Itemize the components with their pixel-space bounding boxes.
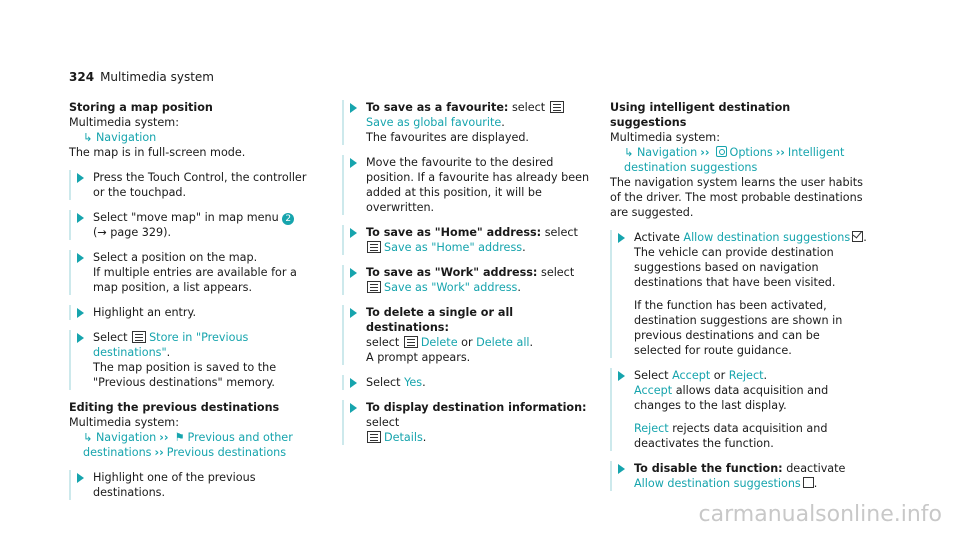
menu-icon [404, 336, 418, 348]
settings-icon [716, 146, 727, 157]
step-item [69, 330, 319, 390]
option-reject[interactable]: Reject [634, 422, 669, 435]
step-item [342, 100, 592, 145]
option-allow-suggestions[interactable]: Allow destination suggestions [683, 231, 851, 244]
step-arrow-icon [77, 308, 84, 318]
menu-icon [550, 101, 564, 113]
step-arrow-icon [350, 268, 357, 278]
step-item [69, 170, 319, 200]
column-2 [342, 100, 592, 455]
step-text: Highlight one of the previous destinations. [93, 471, 256, 499]
menu-option-delete[interactable]: Delete [420, 336, 458, 349]
menu-option-save-home[interactable]: Save as "Home" address [384, 241, 523, 254]
step-text: select [540, 266, 575, 279]
menu-icon [367, 281, 381, 293]
step-arrow-icon [350, 378, 357, 388]
step-arrow-icon [618, 371, 625, 381]
step-text: rejects data acquisition and deactivates the function. [634, 422, 828, 450]
step-item [610, 230, 868, 358]
step-item [610, 368, 868, 451]
step-bold: To display destination information: [366, 401, 587, 414]
step-arrow-icon [350, 228, 357, 238]
step-item [69, 250, 319, 295]
step-item [342, 155, 592, 215]
step-arrow-icon [77, 473, 84, 483]
section-heading-editing: Editing the previous destinations [69, 401, 280, 414]
nav-link-previous-destinations[interactable]: Previous destinations [166, 446, 287, 459]
step-arrow-icon [618, 464, 625, 474]
step-arrow-icon [350, 158, 357, 168]
step-text: select [366, 336, 400, 349]
step-text: Select [366, 376, 401, 389]
column-1 [69, 100, 319, 510]
menu-option-save-favourite[interactable]: Save as global favourite [366, 116, 502, 129]
step-arrow-icon [77, 213, 84, 223]
step-arrow-icon [350, 403, 357, 413]
checkbox-unchecked-icon[interactable] [803, 477, 814, 488]
step-bold: To delete a single or all destinations: [366, 306, 514, 334]
step-arrow-icon [618, 233, 625, 243]
column-3 [610, 100, 868, 501]
step-bold: To save as a favourite: [366, 101, 509, 114]
menu-icon [132, 331, 146, 343]
step-arrow-icon [350, 308, 357, 318]
step-item [69, 470, 319, 500]
punctuation: . [763, 369, 768, 382]
step-text: select [511, 101, 546, 114]
menu-icon [367, 431, 381, 443]
page-header-title: Multimedia system [100, 70, 214, 84]
step-arrow-icon [77, 253, 84, 263]
nav-path [69, 430, 319, 460]
return-arrow-icon: ↳ [624, 146, 634, 159]
paragraph: The map is in full-screen mode. [69, 146, 246, 159]
system-label: Multimedia system: [69, 416, 179, 429]
step-arrow-icon [350, 103, 357, 113]
step-item [69, 305, 319, 320]
page-reference[interactable]: (→ page 329). [93, 226, 172, 239]
option-accept[interactable]: Accept [672, 369, 711, 382]
step-text: If multiple entries are available for a map position, a list appears. [93, 266, 297, 294]
menu-icon [367, 241, 381, 253]
spacer [634, 290, 868, 298]
nav-path [69, 130, 319, 145]
double-chevron-icon: ›› [159, 431, 169, 444]
menu-option-details[interactable]: Details [384, 431, 423, 444]
menu-option-delete-all[interactable]: Delete all [476, 336, 530, 349]
menu-option-save-work[interactable]: Save as "Work" address [384, 281, 518, 294]
step-item [342, 265, 592, 295]
step-text: Select [93, 331, 128, 344]
double-chevron-icon: ›› [154, 446, 164, 459]
double-chevron-icon: ›› [700, 146, 710, 159]
punctuation: . [517, 281, 521, 294]
step-text: Select a position on the map. [93, 251, 258, 264]
watermark: carmanualsonline.info [698, 502, 942, 527]
nav-link-navigation[interactable]: Navigation [95, 431, 157, 444]
step-item [69, 210, 319, 240]
punctuation: . [813, 477, 818, 490]
step-item [342, 375, 592, 390]
punctuation: . [529, 336, 534, 349]
checkbox-checked-icon[interactable] [852, 231, 863, 242]
system-label: Multimedia system: [69, 116, 179, 129]
step-text: Highlight an entry. [93, 306, 197, 319]
option-reject[interactable]: Reject [728, 369, 764, 382]
spacer [634, 413, 868, 421]
step-text: Select [634, 369, 669, 382]
punctuation: . [501, 116, 505, 129]
nav-link-navigation[interactable]: Navigation [95, 131, 157, 144]
step-text: or [713, 369, 726, 382]
step-text: select [366, 416, 400, 429]
step-text: The vehicle can provide destination suggestions based on navigation destinations that have been visited. [634, 246, 836, 289]
step-bold: To disable the function: [634, 462, 783, 475]
step-text: The favourites are displayed. [366, 131, 529, 144]
nav-link-previous-other[interactable]: Previous and other destinations [83, 431, 293, 459]
punctuation: . [522, 241, 526, 254]
step-text: select [544, 226, 578, 239]
return-arrow-icon: ↳ [83, 131, 93, 144]
step-item [342, 225, 592, 255]
section-heading-intelligent: Using intelligent destination suggestions [610, 101, 791, 129]
nav-link-intelligent-suggestions[interactable]: Intelligent destination suggestions [624, 146, 845, 174]
page-number: 324 [69, 70, 95, 84]
nav-link-navigation[interactable]: Navigation [636, 146, 698, 159]
step-text: Select "move map" in map menu [93, 211, 279, 224]
menu-option-yes[interactable]: Yes [404, 376, 423, 389]
step-bold: To save as "Home" address: [366, 226, 542, 239]
section-heading-storing: Storing a map position [69, 101, 213, 114]
step-text: If the function has been activated, destination suggestions are shown in previous destinations and can be selected for route guidance. [634, 299, 843, 357]
step-text: Activate [634, 231, 680, 244]
punctuation: . [863, 231, 867, 244]
punctuation: . [422, 376, 426, 389]
step-text: allows data acquisition and changes to the last display. [634, 384, 829, 412]
flag-icon: ⚑ [174, 431, 185, 444]
nav-path [610, 145, 868, 175]
return-arrow-icon: ↳ [83, 431, 93, 444]
number-badge: 2 [282, 213, 294, 225]
step-arrow-icon [77, 173, 84, 183]
step-text: or [461, 336, 473, 349]
step-item [610, 461, 868, 491]
step-arrow-icon [77, 333, 84, 343]
step-text: Move the favourite to the desired position. If a favourite has already been added at this position, it will be overwritten. [366, 156, 590, 214]
double-chevron-icon: ›› [775, 146, 785, 159]
system-label: Multimedia system: [610, 131, 720, 144]
step-text: Press the Touch Control, the controller or the touchpad. [93, 171, 307, 199]
step-text: deactivate [786, 462, 846, 475]
punctuation: . [166, 346, 171, 359]
option-allow-suggestions[interactable]: Allow destination suggestions [634, 477, 801, 490]
punctuation: . [422, 431, 427, 444]
step-item [342, 400, 592, 445]
menu-option-store[interactable]: Store in "Previous destinations" [93, 331, 249, 359]
nav-link-options[interactable]: Options [729, 146, 773, 159]
step-text: The map position is saved to the "Previous destinations" memory. [93, 361, 277, 389]
step-text: A prompt appears. [366, 351, 471, 364]
step-bold: To save as "Work" address: [366, 266, 538, 279]
option-accept[interactable]: Accept [634, 384, 673, 397]
paragraph: The navigation system learns the user habits of the driver. The most probable destinations are suggested. [610, 176, 863, 219]
step-item [342, 305, 592, 365]
page-header [69, 70, 214, 84]
